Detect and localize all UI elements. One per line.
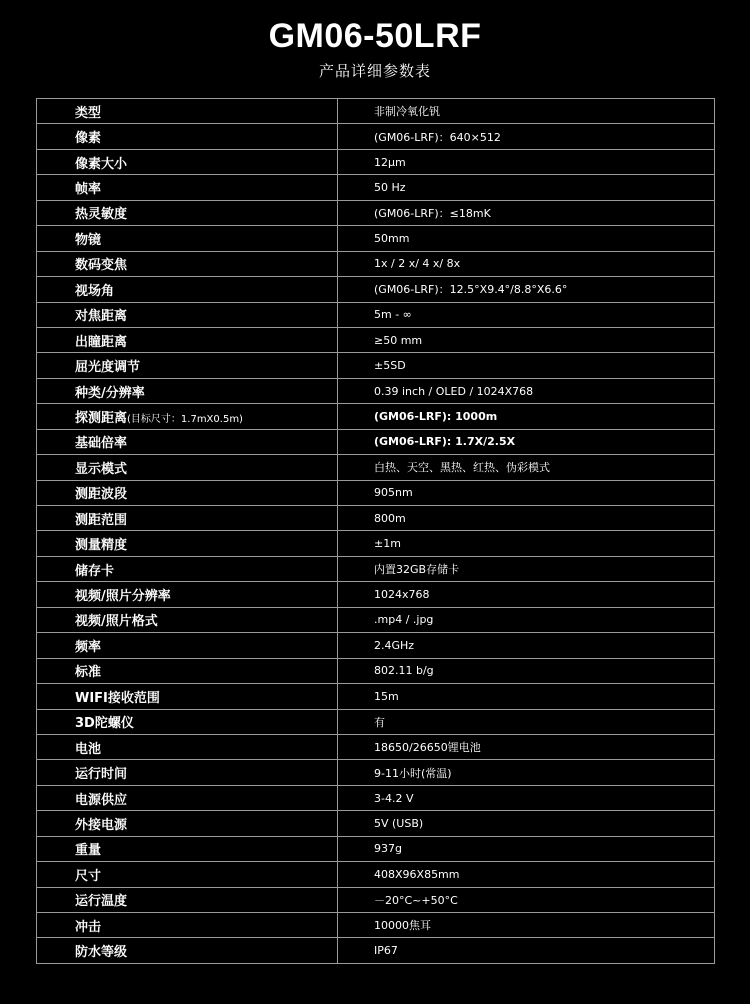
- spec-value: 内置32GB存储卡: [338, 556, 715, 581]
- spec-label: 重量: [75, 843, 102, 859]
- spec-row: [37, 404, 715, 429]
- spec-value: 5V (USB): [338, 811, 715, 836]
- spec-label-cell: [37, 785, 338, 810]
- spec-label: 显示模式: [75, 461, 128, 477]
- spec-label: 尺寸: [75, 868, 102, 884]
- spec-label: 测量精度: [75, 538, 128, 554]
- spec-row: [37, 582, 715, 607]
- spec-label: 视频/照片格式: [75, 614, 158, 630]
- spec-row: [37, 251, 715, 276]
- spec-row: [37, 684, 715, 709]
- spec-label-cell: [37, 760, 338, 785]
- spec-value: 800m: [338, 506, 715, 531]
- spec-label-cell: [37, 811, 338, 836]
- spec-label-cell: [37, 226, 338, 251]
- spec-row: [37, 226, 715, 251]
- spec-label-cell: [37, 455, 338, 480]
- spec-value: 18650/26650锂电池: [338, 734, 715, 759]
- spec-row: [37, 378, 715, 403]
- spec-label: 频率: [75, 639, 102, 655]
- spec-label-cell: [37, 709, 338, 734]
- spec-row: [37, 607, 715, 632]
- spec-label: 运行温度: [75, 894, 128, 910]
- spec-label-cell: [37, 175, 338, 200]
- spec-label-cell: [37, 327, 338, 352]
- spec-label-cell: [37, 531, 338, 556]
- spec-value: (GM06-LRF)：≤18mK: [338, 200, 715, 225]
- spec-label: 探测距离: [75, 410, 128, 426]
- spec-label-cell: [37, 887, 338, 912]
- spec-label-cell: [37, 251, 338, 276]
- spec-value: 937g: [338, 836, 715, 861]
- spec-label: 对焦距离: [75, 309, 128, 325]
- spec-label-cell: [37, 277, 338, 302]
- spec-value: 10000焦耳: [338, 913, 715, 938]
- spec-table: [36, 98, 715, 964]
- spec-label: 储存卡: [75, 563, 115, 579]
- spec-value: 12μm: [338, 149, 715, 174]
- spec-value: (GM06-LRF): 1.7X/2.5X: [338, 429, 715, 454]
- spec-label: 运行时间: [75, 767, 128, 783]
- spec-label-cell: [37, 302, 338, 327]
- spec-label-cell: [37, 353, 338, 378]
- spec-label: 种类/分辨率: [75, 385, 145, 401]
- spec-row: [37, 506, 715, 531]
- spec-label: 物镜: [75, 232, 102, 248]
- spec-value: ≥50 mm: [338, 327, 715, 352]
- spec-row: [37, 760, 715, 785]
- spec-label: 冲击: [75, 919, 102, 935]
- spec-value: 2.4GHz: [338, 633, 715, 658]
- spec-row: [37, 124, 715, 149]
- spec-row: [37, 429, 715, 454]
- spec-row: [37, 658, 715, 683]
- spec-label-cell: [37, 607, 338, 632]
- spec-value: .mp4 / .jpg: [338, 607, 715, 632]
- spec-value: IP67: [338, 938, 715, 963]
- spec-label: 电池: [75, 741, 102, 757]
- spec-label: 数码变焦: [75, 258, 128, 274]
- spec-row: [37, 556, 715, 581]
- spec-label-cell: [37, 429, 338, 454]
- spec-value: 5m - ∞: [338, 302, 715, 327]
- spec-label: 标准: [75, 665, 102, 681]
- spec-label: 电源供应: [75, 792, 128, 808]
- spec-value: (GM06-LRF)：12.5°X9.4°/8.8°X6.6°: [338, 277, 715, 302]
- spec-value: ±5SD: [338, 353, 715, 378]
- spec-row: [37, 811, 715, 836]
- spec-value: (GM06-LRF)：640×512: [338, 124, 715, 149]
- spec-row: [37, 353, 715, 378]
- spec-value: 有: [338, 709, 715, 734]
- spec-label: 帧率: [75, 182, 102, 198]
- spec-row: [37, 480, 715, 505]
- spec-label-cell: [37, 378, 338, 403]
- spec-value: 9-11小时(常温): [338, 760, 715, 785]
- spec-label-cell: [37, 149, 338, 174]
- spec-value: (GM06-LRF): 1000m: [338, 404, 715, 429]
- spec-label: 测距波段: [75, 487, 128, 503]
- spec-value: ±1m: [338, 531, 715, 556]
- spec-row: [37, 277, 715, 302]
- spec-label: 热灵敏度: [75, 207, 128, 223]
- spec-value: 白热、天空、黑热、红热、伪彩模式: [338, 455, 715, 480]
- spec-label: 基础倍率: [75, 436, 128, 452]
- spec-label: WIFI接收范围: [75, 690, 160, 706]
- spec-table-body: [37, 99, 715, 964]
- spec-label-cell: [37, 506, 338, 531]
- spec-label: 像素大小: [75, 156, 128, 172]
- spec-label: 类型: [75, 105, 102, 121]
- spec-label: 出瞳距离: [75, 334, 128, 350]
- spec-value: 3-4.2 V: [338, 785, 715, 810]
- spec-row: [37, 149, 715, 174]
- spec-label-cell: [37, 404, 338, 429]
- spec-label-cell: [37, 200, 338, 225]
- spec-label: 外接电源: [75, 817, 128, 833]
- spec-label-cell: [37, 480, 338, 505]
- spec-value: 802.11 b/g: [338, 658, 715, 683]
- spec-value: 50 Hz: [338, 175, 715, 200]
- spec-row: [37, 200, 715, 225]
- spec-label-cell: [37, 124, 338, 149]
- spec-label: 测距范围: [75, 512, 128, 528]
- spec-label-cell: [37, 582, 338, 607]
- spec-row: [37, 938, 715, 963]
- spec-row: [37, 302, 715, 327]
- spec-label: 防水等级: [75, 945, 128, 961]
- spec-row: [37, 175, 715, 200]
- spec-row: [37, 785, 715, 810]
- spec-value: 非制冷氧化钒: [338, 99, 715, 124]
- spec-row: [37, 709, 715, 734]
- spec-value: 905nm: [338, 480, 715, 505]
- spec-row: [37, 633, 715, 658]
- spec-value: 408X96X85mm: [338, 862, 715, 887]
- spec-row: [37, 887, 715, 912]
- spec-label-cell: [37, 734, 338, 759]
- spec-row: [37, 836, 715, 861]
- spec-row: [37, 862, 715, 887]
- spec-label-cell: [37, 862, 338, 887]
- spec-label: 像素: [75, 131, 102, 147]
- spec-value: 1x / 2 x/ 4 x/ 8x: [338, 251, 715, 276]
- page-subtitle: 产品详细参数表: [318, 62, 431, 80]
- spec-value: 15m: [338, 684, 715, 709]
- spec-label-cell: [37, 556, 338, 581]
- spec-row: [37, 99, 715, 124]
- spec-value: 50mm: [338, 226, 715, 251]
- spec-label-cell: [37, 99, 338, 124]
- spec-label-cell: [37, 684, 338, 709]
- spec-label: 3D陀螺仪: [75, 716, 134, 732]
- spec-label-cell: [37, 913, 338, 938]
- spec-row: [37, 327, 715, 352]
- spec-label-cell: [37, 658, 338, 683]
- spec-value: －20°C~+50°C: [338, 887, 715, 912]
- spec-row: [37, 734, 715, 759]
- spec-label-cell: [37, 836, 338, 861]
- spec-label-cell: [37, 633, 338, 658]
- spec-row: [37, 531, 715, 556]
- spec-label-note: (目标尺寸：1.7mX0.5m): [127, 413, 243, 425]
- spec-label: 屈光度调节: [75, 360, 141, 376]
- spec-value: 0.39 inch / OLED / 1024X768: [338, 378, 715, 403]
- spec-row: [37, 455, 715, 480]
- spec-row: [37, 913, 715, 938]
- spec-label: 视场角: [75, 283, 115, 299]
- spec-value: 1024x768: [338, 582, 715, 607]
- spec-label: 视频/照片分辨率: [75, 589, 171, 605]
- spec-label-cell: [37, 938, 338, 963]
- page-title: GM06-50LRF: [268, 17, 482, 55]
